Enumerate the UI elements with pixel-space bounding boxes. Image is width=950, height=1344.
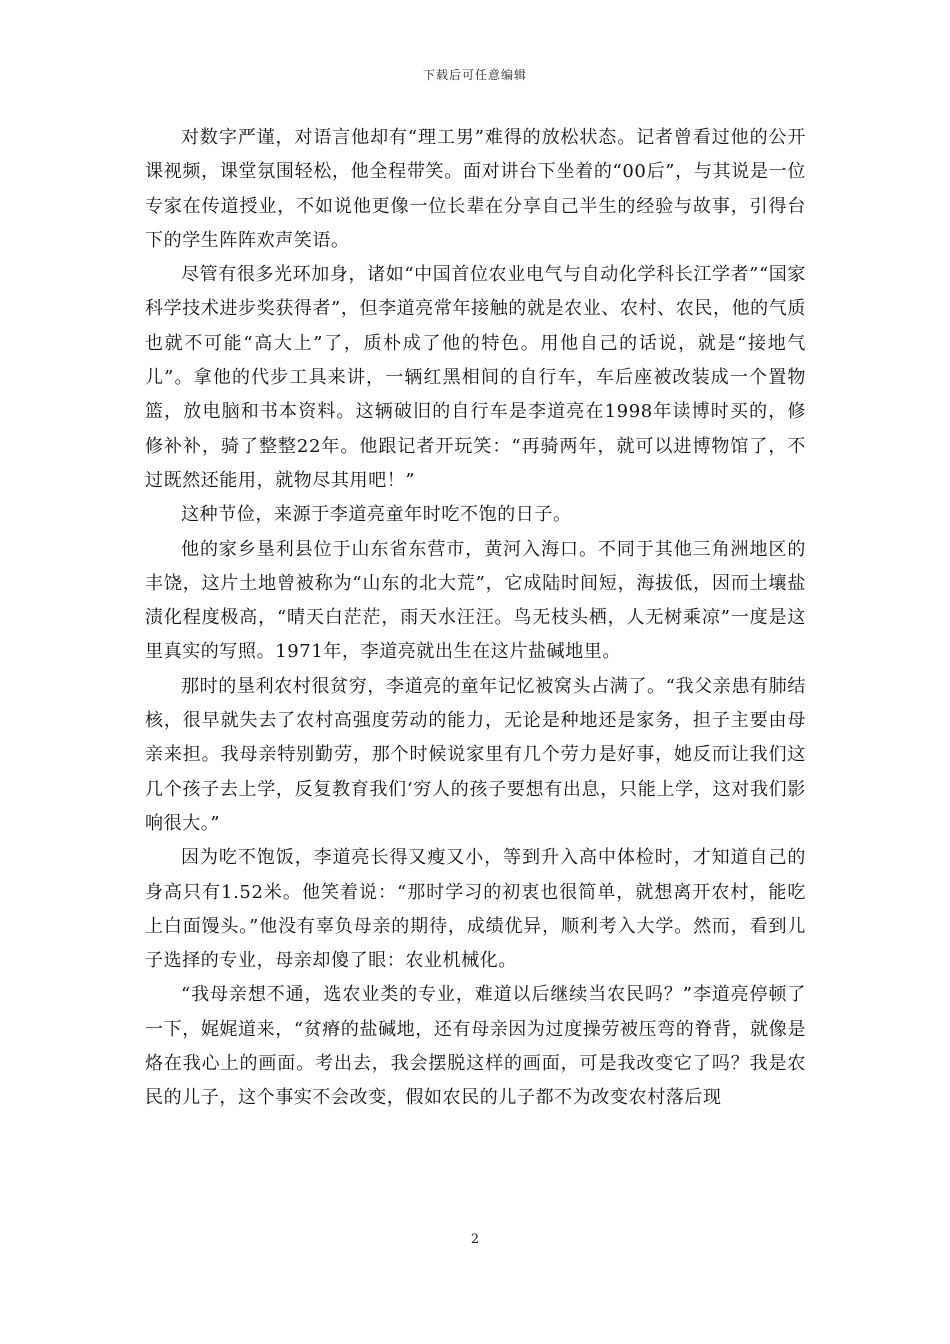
paragraph: 对数字严谨，对语言他却有“理工男”难得的放松状态。记者曾看过他的公开课视频，课堂氛围轻松，他全程带笑。面对讲台下坐着的“00后”，与其说是一位专家在传道授业，不如说他更像一位长辈在分享自己半生的经验与故事，引得台下的学生阵阵欢声笑语。	[145, 127, 806, 251]
article-body	[145, 121, 806, 1116]
paragraph: 尽管有很多光环加身，诸如“中国首位农业电气与自动化学科长江学者”“国家科学技术进步奖获得者”，但李道亮常年接触的就是农业、农村、农民，他的气质也就不可能“高大上”了，质朴成了他的特色。用他自己的话说，就是“接地气儿”。拿他的代步工具来讲，一辆红黑相间的自行车，车后座被改装成一个置物篮，放电脑和书本资料。这辆破旧的自行车是李道亮在1998年读博时买的，修修补补，骑了整整22年。他跟记者开玩笑：“再骑两年，就可以进博物馆了，不过既然还能用，就物尽其用吧！”	[145, 264, 806, 491]
page-header: 下载后可任意编辑	[422, 68, 527, 82]
paragraph: 这种节俭，来源于李道亮童年时吃不饱的日子。	[181, 504, 572, 526]
paragraph: 因为吃不饱饭，李道亮长得又瘦又小，等到升入高中体检时，才知道自己的身高只有1.52米。他笑着说：“那时学习的初衷也很简单，就想离开农村，能吃上白面馒头。”他没有辜负母亲的期待，成绩优异，顺利考入大学。然而，看到儿子选择的专业，母亲却傻了眼：农业机械化。	[145, 847, 806, 972]
paragraph: “我母亲想不通，选农业类的专业，难道以后继续当农民吗？”李道亮停顿了一下，娓娓道来，“贫瘠的盐碱地，还有母亲因为过度操劳被压弯的脊背，就像是烙在我心上的画面。考出去，我会摆脱这样的画面，可是我改变它了吗？我是农民的儿子，这个事实不会改变，假如农民的儿子都不为改变农村落后现	[145, 984, 806, 1109]
paragraph: 那时的垦利农村很贫穷，李道亮的童年记忆被窝头占满了。“我父亲患有肺结核，很早就失去了农村高强度劳动的能力，无论是种地还是家务，担子主要由母亲来担。我母亲特别勤劳，那个时候说家里有几个劳力是好事，她反而让我们这几个孩子去上学，反复教育我们‘穷人的孩子要想有出息，只能上学，这对我们影响很大。”	[145, 675, 806, 834]
page-number: 2	[470, 1232, 480, 1247]
paragraph: 他的家乡垦利县位于山东省东营市，黄河入海口。不同于其他三角洲地区的丰饶，这片土地曾被称为“山东的北大荒”，它成陆时间短，海拔低，因而土壤盐渍化程度极高，“晴天白茫茫，雨天水汪汪。鸟无枝头栖，人无树乘凉”一度是这里真实的写照。1971年，李道亮就出生在这片盐碱地里。	[145, 538, 806, 663]
